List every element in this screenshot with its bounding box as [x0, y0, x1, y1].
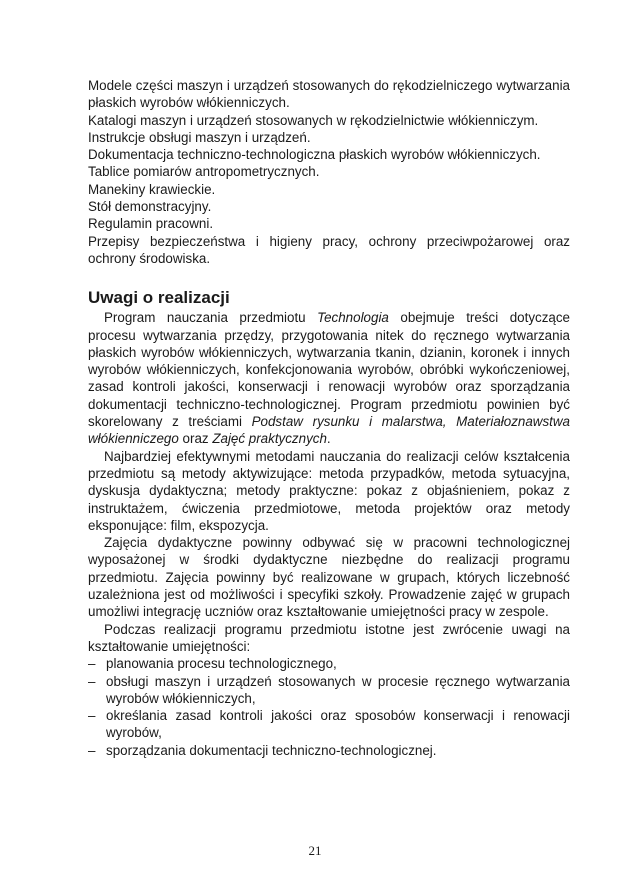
paragraph-skills-intro: Podczas realizacji programu przedmiotu istotne jest zwrócenie uwagi na kształtowanie umiejętności:: [88, 621, 570, 654]
list-item: Stół demonstracyjny.: [88, 199, 212, 215]
paragraph-teaching-methods: Najbardziej efektywnymi metodami nauczania do realizacji celów kształcenia przedmiotu są metody aktywizujące: metoda przypadków, metoda sytuacyjna, dyskusja dydaktyczna; metody praktyczne: pokaz z objaśnieniem, pokaz z instruktażem, ćwiczenia przedmiotowe, metoda projektów oraz metody eksponujące: film, ekspozycja.: [88, 448, 570, 533]
list-item: Regulamin pracowni.: [88, 216, 214, 232]
dash-bullet: –: [88, 656, 96, 672]
page-number: 21: [308, 843, 322, 858]
text-run: .: [326, 431, 331, 447]
list-item: Katalogi maszyn i urządzeń stosowanych w rękodzielnictwie włókienniczym.: [88, 112, 539, 128]
paragraph-program-scope: [88, 309, 570, 447]
text-run: oraz: [178, 431, 213, 447]
list-item: Instrukcje obsługi maszyn i urządzeń.: [88, 129, 311, 145]
list-item: Modele części maszyn i urządzeń stosowanych do rękodzielniczego wytwarzania płaskich wyrobów włókienniczych.: [88, 78, 570, 111]
list-item-text: sporządzania dokumentacji techniczno-technologicznej.: [106, 742, 437, 758]
subject-name: Zajęć praktycznych: [212, 431, 327, 447]
page-content: [88, 77, 570, 759]
text-run: Program nauczania przedmiotu: [104, 310, 318, 326]
list-item: [88, 707, 570, 742]
list-item: Dokumentacja techniczno-technologiczna płaskich wyrobów włókienniczych.: [88, 147, 541, 163]
list-item: [88, 742, 570, 759]
subject-name: Podstaw rysunku i malarstwa, Materiałoznawstwa włókienniczego: [88, 414, 570, 447]
equipment-list: [88, 77, 570, 267]
dash-bullet: –: [88, 708, 96, 724]
list-item-text: planowania procesu technologicznego,: [106, 656, 337, 672]
subject-name: Technologia: [317, 310, 389, 326]
skills-list: [88, 655, 570, 759]
dash-bullet: –: [88, 673, 96, 689]
list-item: [88, 655, 570, 672]
text-run: obejmuje treści dotyczące procesu wytwarzania przędzy, przygotowania nitek do ręcznego wytwarzania płaskich wyrobów włókienniczych, wytwarzania tkanin, dzianin, koronek i innych wyrobów włókienniczych, konfekcjonowania wyrobów, obróbki wykończeniowej, zasad kontroli jakości, konserwacji i renowacji wyrobów oraz sporządzania dokumentacji techniczno-technologicznej. Program przedmiotu powinien być skorelowany z treściami: [88, 310, 570, 430]
list-item: Manekiny krawieckie.: [88, 181, 216, 197]
list-item: Tablice pomiarów antropometrycznych.: [88, 164, 320, 180]
dash-bullet: –: [88, 742, 96, 758]
list-item-text: określania zasad kontroli jakości oraz sposobów konserwacji i renowacji wyrobów,: [106, 708, 570, 741]
paragraph-classes: Zajęcia dydaktyczne powinny odbywać się w pracowni technologicznej wyposażonej w środki dydaktyczne niezbędne do realizacji programu przedmiotu. Zajęcia powinny być realizowane w grupach, których liczebność uzależniona jest od możliwości i specyfiki szkoły. Prowadzenie zajęć w grupach umożliwi integrację uczniów oraz kształtowanie umiejętności pracy w zespole.: [88, 535, 570, 620]
section-heading: Uwagi o realizacji: [88, 288, 230, 308]
list-item: Przepisy bezpieczeństwa i higieny pracy, ochrony przeciwpożarowej oraz ochrony środowiska.: [88, 233, 570, 266]
list-item-text: obsługi maszyn i urządzeń stosowanych w procesie ręcznego wytwarzania wyrobów włókienniczych,: [106, 673, 570, 706]
list-item: [88, 673, 570, 708]
